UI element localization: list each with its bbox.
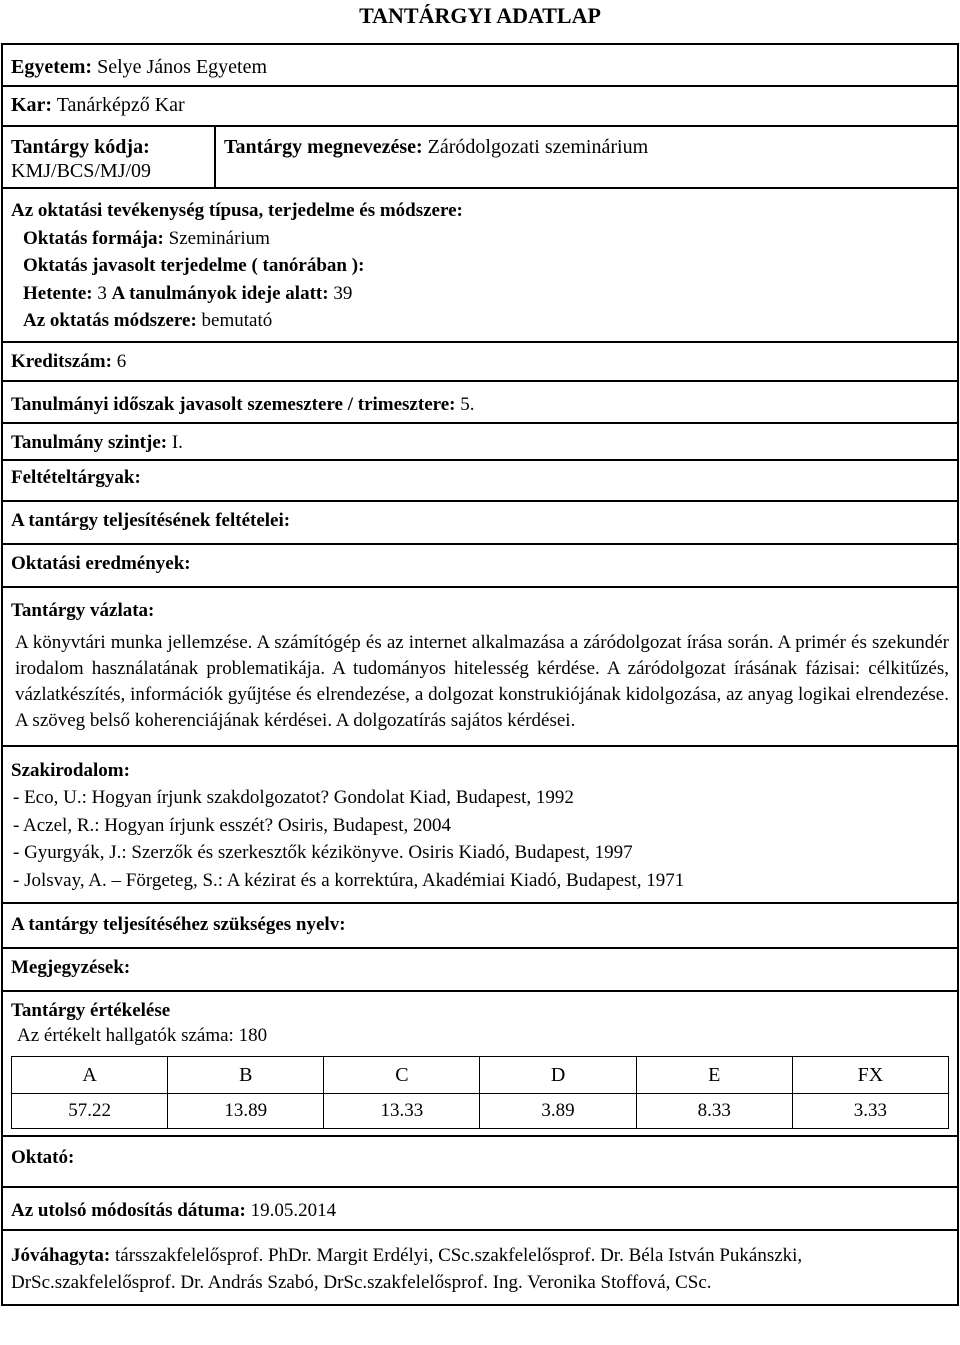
method-label: Az oktatás módszere: [23, 310, 197, 332]
total-value: 39 [333, 282, 353, 304]
grade-percentage: 3.89 [480, 1093, 636, 1129]
prerequisites-label: Feltételtárgyak: [11, 467, 141, 489]
faculty-label: Kar: [11, 94, 53, 116]
weekly-value: 3 [97, 282, 107, 304]
modified-row [2, 1187, 958, 1230]
outline-row [2, 587, 958, 746]
document-title-text: TANTÁRGYI ADATLAP [359, 3, 601, 28]
grade-label: A [12, 1056, 168, 1093]
course-name-value: Záródolgozati szeminárium [427, 136, 649, 158]
semester-row [2, 381, 958, 424]
credits-label: Kreditszám: [11, 350, 112, 372]
course-code-value: KMJ/BCS/MJ/09 [11, 160, 152, 182]
document-title [0, 3, 960, 29]
weekly-label: Hetente: [23, 282, 93, 304]
credits-row [2, 342, 958, 381]
semester-value: 5. [460, 393, 475, 415]
notes-row [2, 948, 958, 991]
evaluated-count-label: Az értékelt hallgatók száma: [17, 1024, 234, 1046]
faculty-row [2, 86, 958, 126]
literature-item: - Gyurgyák, J.: Szerzők és szerkesztők kézikönyve. Osiris Kiadó, Budapest, 1997 [13, 842, 633, 864]
form-value: Szeminárium [168, 227, 270, 249]
faculty-value: Tanárképző Kar [56, 94, 185, 116]
requirements-label: A tantárgy teljesítésének feltételei: [11, 509, 291, 531]
literature-row [2, 746, 958, 904]
outcomes-row [2, 544, 958, 587]
grade-label: C [324, 1056, 480, 1093]
grade-percentage: 13.89 [168, 1093, 324, 1129]
language-row [2, 903, 958, 948]
grade-header-row [12, 1056, 949, 1093]
evaluated-count-value: 180 [238, 1024, 268, 1046]
grade-label: B [168, 1056, 324, 1093]
grade-percentage: 3.33 [792, 1093, 948, 1129]
semester-label: Tanulmányi időszak javasolt szemesztere / trimesztere: [11, 393, 456, 415]
approved-label: Jóváhagyta: [11, 1244, 111, 1266]
method-value: bemutató [201, 310, 273, 332]
outline-text: A könyvtári munka jellemzése. A számítógép és az internet alkalmazása a záródolgozat írása során. A primér és szekundér irodalom használatának problematikája. A tudományos hitelesség kérdése. A záródolgozat írásának fázisai: célkitűzés, vázlatkészítés, információk gyűjtése és elrendezése, a dolgozat konstrukiójának kidolgozása, az anyag logikai elrendezése. A szöveg belső koherenciájának kérdései. A dolgozatírás sajátos kérdései. [15, 631, 949, 732]
grade-percentage: 13.33 [324, 1093, 480, 1129]
activity-heading: Az oktatási tevékenység típusa, terjedelme és módszere: [11, 200, 463, 221]
level-label: Tanulmány szintje: [11, 432, 168, 454]
university-label: Egyetem: [11, 56, 93, 78]
teacher-row [2, 1136, 958, 1187]
course-datasheet-table [1, 43, 959, 1306]
course-code-label: Tantárgy kódja: [11, 136, 150, 158]
activity-row [2, 188, 958, 342]
level-row [2, 423, 958, 460]
university-row [2, 44, 958, 86]
modified-value: 19.05.2014 [250, 1200, 337, 1222]
literature-label: Szakirodalom: [11, 759, 130, 781]
teacher-label: Oktató: [11, 1147, 75, 1169]
grade-label: FX [792, 1056, 948, 1093]
requirements-row [2, 501, 958, 544]
evaluation-label: Tantárgy értékelése [11, 999, 171, 1021]
modified-label: Az utolsó módosítás dátuma: [11, 1200, 246, 1222]
outcomes-label: Oktatási eredmények: [11, 552, 191, 574]
notes-label: Megjegyzések: [11, 957, 131, 979]
grade-percentage: 57.22 [12, 1093, 168, 1129]
approved-row [2, 1230, 958, 1305]
university-value: Selye János Egyetem [97, 56, 268, 78]
total-label: A tanulmányok ideje alatt: [111, 282, 329, 304]
course-row [2, 126, 958, 188]
form-label: Oktatás formája: [23, 227, 164, 249]
extent-label: Oktatás javasolt terjedelme ( tanórában ): [23, 255, 365, 277]
outline-label: Tantárgy vázlata: [11, 599, 155, 621]
literature-item: - Jolsvay, A. – Förgeteg, S.: A kézirat és a korrektúra, Akadémiai Kiadó, Budapest, 1971 [13, 869, 685, 891]
grade-label: D [480, 1056, 636, 1093]
literature-item: - Eco, U.: Hogyan írjunk szakdolgozatot? Gondolat Kiad, Budapest, 1992 [13, 787, 574, 809]
evaluation-row [2, 991, 958, 1136]
literature-item: - Aczel, R.: Hogyan írjunk esszét? Osiris, Budapest, 2004 [13, 814, 451, 836]
grade-distribution-table [11, 1056, 949, 1130]
prerequisites-row [2, 460, 958, 501]
grade-label: E [636, 1056, 792, 1093]
course-name-label: Tantárgy megnevezése: [224, 136, 423, 158]
grade-percentage-row [12, 1093, 949, 1129]
grade-percentage: 8.33 [636, 1093, 792, 1129]
level-value: I. [171, 432, 183, 454]
credits-value: 6 [116, 350, 127, 372]
course-code-cell [2, 126, 215, 188]
language-label: A tantárgy teljesítéséhez szükséges nyelv: [11, 914, 346, 936]
approved-value: társszakfelelősprof. PhDr. Margit Erdélyi, CSc.szakfelelősprof. Dr. Béla István Pukánszki, DrSc.szakfelelősprof. Dr. András Szabó, DrSc.szakfelelősprof. Ing. Veronika Stoffová, CSc. [11, 1244, 803, 1293]
course-name-cell [215, 126, 958, 188]
